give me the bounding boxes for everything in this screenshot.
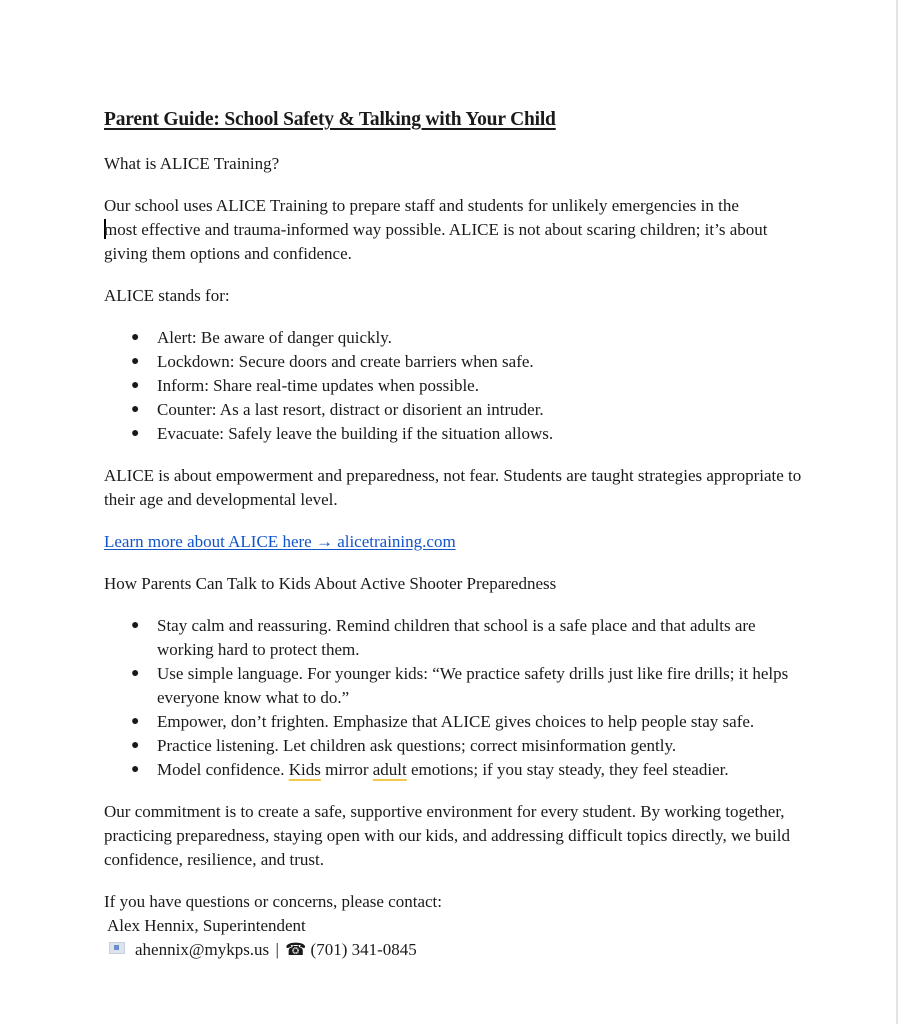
contact-name: Alex Hennix, Superintendent [107, 916, 306, 935]
phone-icon: ☎ [285, 940, 307, 959]
list-item-text: Evacuate: Safely leave the building if the situation allows. [157, 424, 554, 443]
alice-item-lockdown [131, 350, 804, 374]
tip-stay-calm [131, 614, 804, 662]
commitment-paragraph: Our commitment is to create a safe, supportive environment for every student. By working together, practicing preparedness, staying open with our kids, and addressing difficult topics directly, we build confidence, resilience, and trust. [104, 802, 790, 869]
intro-line-2: most effective and trauma-informed way possible. ALICE is not about scaring children; it’s about giving them options and confidence. [104, 220, 768, 263]
tip-practice-listening [131, 734, 804, 758]
bullet-icon: ● [131, 666, 140, 681]
intro-paragraph [104, 194, 804, 266]
bullet-icon: ● [131, 354, 140, 369]
document-title: Parent Guide: School Safety & Talking with Your Child [104, 109, 556, 130]
alice-training-link[interactable]: Learn more about ALICE here → alicetraining.com [104, 532, 456, 551]
bullet-icon: ● [131, 330, 140, 345]
alice-item-alert [131, 326, 804, 350]
contact-prompt: If you have questions or concerns, please contact: [104, 892, 442, 911]
parent-tips-list [104, 614, 804, 782]
tip-model-confidence [131, 758, 804, 782]
bullet-icon: ● [131, 714, 140, 729]
learn-more-paragraph [104, 530, 804, 554]
list-item-text: Inform: Share real-time updates when possible. [157, 376, 479, 395]
bullet-icon: ● [131, 738, 140, 753]
contact-phone: (701) 341-0845 [310, 940, 417, 959]
alice-list [104, 326, 804, 446]
section-heading-parents: How Parents Can Talk to Kids About Active Shooter Preparedness [104, 574, 557, 593]
list-item-text: mirror [320, 760, 373, 779]
alice-item-evacuate [131, 422, 804, 446]
list-item-text: Alert: Be aware of danger quickly. [157, 328, 392, 347]
document-body[interactable] [104, 106, 804, 962]
contact-details [104, 938, 804, 962]
empowerment-paragraph: ALICE is about empowerment and preparedness, not fear. Students are taught strategies appropriate to their age and developmental level. [104, 466, 802, 509]
bullet-icon: ● [131, 762, 140, 777]
spellcheck-word-adult[interactable]: adult [372, 760, 407, 779]
bullet-icon: ● [131, 378, 140, 393]
section-heading-what-is-alice: What is ALICE Training? [104, 154, 280, 173]
contact-email[interactable]: ahennix@mykps.us [135, 940, 270, 959]
list-item-text: Counter: As a last resort, distract or disorient an intruder. [157, 400, 544, 419]
intro-line-1: Our school uses ALICE Training to prepare staff and students for unlikely emergencies in the [104, 196, 739, 215]
list-item-text: Practice listening. Let children ask questions; correct misinformation gently. [157, 736, 677, 755]
list-item-text: Model confidence. [157, 760, 289, 779]
tip-simple-language [131, 662, 804, 710]
alice-item-inform [131, 374, 804, 398]
list-item-text: emotions; if you stay steady, they feel steadier. [406, 760, 729, 779]
list-item-text: Lockdown: Secure doors and create barriers when safe. [157, 352, 534, 371]
bullet-icon: ● [131, 426, 140, 441]
list-item-text: Stay calm and reassuring. Remind children that school is a safe place and that adults are working hard to protect them. [157, 616, 756, 659]
bullet-icon: ● [131, 618, 140, 633]
spellcheck-word-kids[interactable]: Kids [288, 760, 321, 779]
list-item-text: Use simple language. For younger kids: “We practice safety drills just like fire drills; it helps everyone know what to do.” [157, 664, 789, 707]
tip-empower [131, 710, 804, 734]
bullet-icon: ● [131, 402, 140, 417]
envelope-icon [109, 942, 125, 954]
alice-item-counter [131, 398, 804, 422]
stands-for-label: ALICE stands for: [104, 286, 230, 305]
separator: | [275, 940, 279, 959]
contact-block [104, 890, 804, 962]
list-item-text: Empower, don’t frighten. Emphasize that ALICE gives choices to help people stay safe. [157, 712, 755, 731]
